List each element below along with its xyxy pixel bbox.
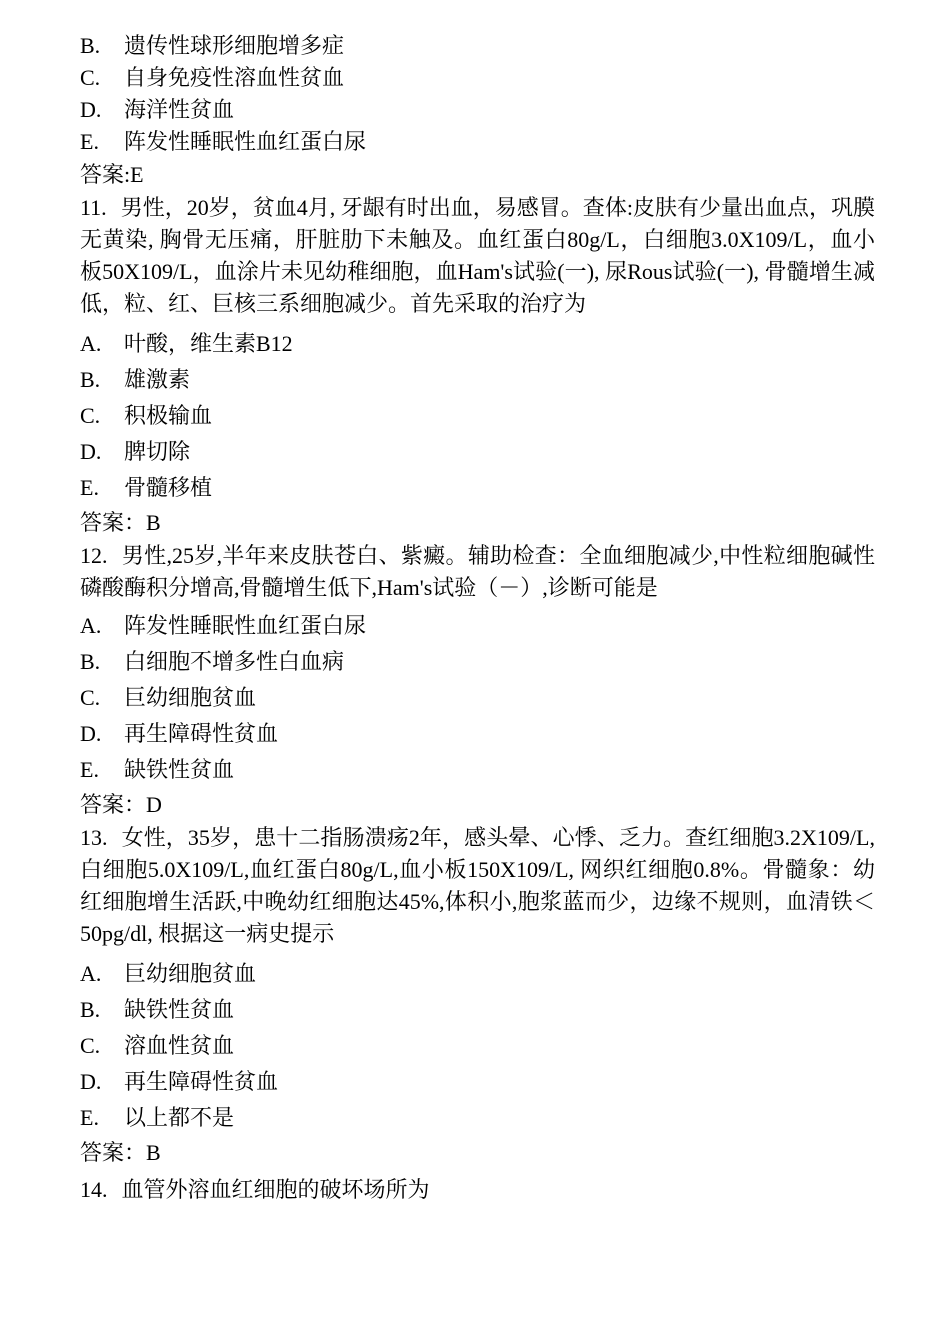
question-stem: 12. 男性,25岁,半年来皮肤苍白、紫癜。辅助检查：全血细胞减少,中性粒细胞碱性磷酸酶积分增高,骨髓增生低下,Ham's试验（－）,诊断可能是 (80, 543, 875, 600)
question-number: 11. (80, 195, 107, 220)
answer: 答案：B (80, 1140, 161, 1165)
option-d: D. 脾切除 (80, 439, 191, 464)
question-number: 12. (80, 543, 108, 568)
answer: 答案:E (80, 162, 144, 187)
option-d: D. 海洋性贫血 (80, 97, 235, 122)
question-13 (80, 822, 875, 1170)
question-stem: 11. 男性，20岁，贫血4月, 牙龈有时出血，易感冒。查体:皮肤有少量出血点，巩膜无黄染, 胸骨无压痛，肝脏肋下未触及。血红蛋白80g/L，白细胞3.0X109/L，血小板50X109/L，血涂片未见幼稚细胞，血Ham's试验(一), 尿Rous试验(一), 骨髓增生减低，粒、红、巨核三系细胞减少。首先采取的治疗为 (80, 195, 875, 316)
option-b: B. 雄激素 (80, 367, 191, 392)
option-b: B. 缺铁性贫血 (80, 997, 235, 1022)
question-10 (80, 30, 875, 192)
option-b: B. 白细胞不增多性白血病 (80, 649, 345, 674)
answer: 答案：D (80, 792, 162, 817)
option-e: E. 缺铁性贫血 (80, 757, 235, 782)
option-e: E. 骨髓移植 (80, 475, 213, 500)
question-11 (80, 192, 875, 540)
question-number: 13. (80, 825, 108, 850)
option-b: B. 遗传性球形细胞增多症 (80, 33, 345, 58)
question-12 (80, 540, 875, 822)
option-c: C. 积极输血 (80, 403, 213, 428)
question-14 (80, 1170, 875, 1206)
question-stem: 14. 血管外溶血红细胞的破坏场所为 (80, 1177, 430, 1202)
option-d: D. 再生障碍性贫血 (80, 721, 279, 746)
option-e: E. 以上都不是 (80, 1105, 235, 1130)
answer: 答案：B (80, 510, 161, 535)
option-c: C. 溶血性贫血 (80, 1033, 235, 1058)
document-page (80, 30, 875, 1206)
option-e: E. 阵发性睡眠性血红蛋白尿 (80, 129, 367, 154)
option-a: A. 巨幼细胞贫血 (80, 961, 257, 986)
question-number: 14. (80, 1177, 108, 1202)
option-d: D. 再生障碍性贫血 (80, 1069, 279, 1094)
option-a: A. 叶酸，维生素B12 (80, 331, 293, 356)
option-c: C. 自身免疫性溶血性贫血 (80, 65, 345, 90)
option-c: C. 巨幼细胞贫血 (80, 685, 257, 710)
question-stem: 13. 女性，35岁，患十二指肠溃疡2年，感头晕、心悸、乏力。查红细胞3.2X109/L, 白细胞5.0X109/L,血红蛋白80g/L,血小板150X109/L, 网织红细胞0.8%。骨髓象：幼红细胞增生活跃,中晚幼红细胞达45%,体积小,胞浆蓝而少，边缘不规则，血清铁＜50pg/dl, 根据这一病史提示 (80, 825, 875, 946)
option-a: A. 阵发性睡眠性血红蛋白尿 (80, 613, 367, 638)
